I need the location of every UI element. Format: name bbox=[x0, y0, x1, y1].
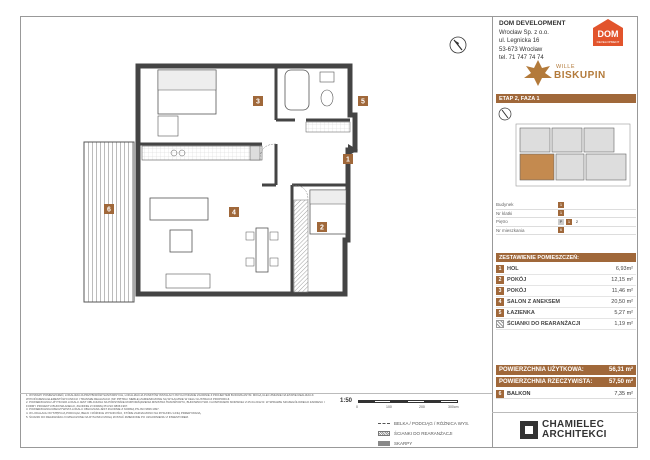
room-number: 1 bbox=[496, 265, 504, 273]
rooms-header: ZESTAWIENIE POMIESZCZEŃ: bbox=[496, 253, 636, 262]
legend-label: BELKA / PODCIĄG / RÓŻNICA WYS. bbox=[394, 420, 470, 426]
balcony-deck bbox=[84, 142, 134, 302]
room-area: 5,27 m² bbox=[614, 310, 633, 316]
north-compass-small-icon bbox=[498, 107, 512, 121]
info-row-klatka bbox=[496, 210, 636, 219]
room-label-6: 6 bbox=[107, 206, 111, 214]
budynek-label: Budynek bbox=[496, 202, 514, 208]
apartment-floor-plan bbox=[80, 60, 440, 380]
architect-logo-icon bbox=[520, 421, 538, 439]
legend-label: SKARPY bbox=[394, 440, 413, 446]
room-label-2: 2 bbox=[320, 224, 324, 232]
room-name: POKÓJ bbox=[507, 288, 527, 294]
usable-area-bar bbox=[496, 365, 636, 375]
klatka-value: 1 bbox=[559, 210, 563, 216]
dom-development-logo bbox=[590, 18, 626, 50]
developer-city: 53-673 Wrocław bbox=[499, 46, 543, 53]
room-number: 2 bbox=[496, 276, 504, 284]
budynek-value: 1 bbox=[559, 201, 563, 207]
scale-bar bbox=[358, 400, 458, 403]
room-area: 11,46 m² bbox=[611, 288, 633, 294]
scale-tick: 100 bbox=[386, 405, 392, 409]
beam-swatch bbox=[378, 423, 390, 424]
pietro-2: 2 bbox=[575, 218, 579, 224]
actual-area-bar bbox=[496, 377, 636, 387]
legend-label: ŚCIANKI DO REARANŻACJI bbox=[394, 430, 453, 436]
room-name: SALON Z ANEKSEM bbox=[507, 299, 560, 305]
north-compass-icon bbox=[449, 36, 467, 54]
scale-label: 1:50 bbox=[340, 398, 353, 404]
note: 3. POWIERZCHNIA RZECZYWISTA LOKALU OBLICZANA JEST ZGODNIE Z NORMĄ PN-ISO 9836:1997. bbox=[26, 407, 160, 412]
usable-area-label: POWIERZCHNIA UŻYTKOWA: bbox=[499, 367, 584, 373]
list-item bbox=[496, 275, 636, 286]
logo-badge-text: DOM bbox=[597, 29, 619, 39]
room-name: ŚCIANKI DO REARANŻACJI bbox=[507, 321, 581, 327]
list-item bbox=[496, 264, 636, 275]
pietro-label: Piętro bbox=[496, 219, 508, 225]
room-label-1: 1 bbox=[346, 156, 350, 164]
pietro-p: P bbox=[559, 218, 563, 224]
list-item bbox=[496, 297, 636, 308]
mieszkanie-label: Nr mieszkania bbox=[496, 227, 525, 233]
scale-tick: 200 bbox=[419, 405, 425, 409]
scale-tick: 0 bbox=[356, 405, 358, 409]
room-area: 6,93m² bbox=[615, 266, 633, 272]
unit-info-table bbox=[496, 201, 636, 235]
room-area: 20,50 m² bbox=[611, 299, 633, 305]
list-item bbox=[496, 319, 636, 330]
developer-street: ul. Legnicka 16 bbox=[499, 38, 540, 44]
info-footer-divider bbox=[492, 412, 638, 413]
plan-notes bbox=[26, 394, 326, 419]
balcony-row bbox=[496, 389, 636, 399]
note: 1. WYMIARY POMIESZCZEŃ, LOKALIZACJA PRZYBORÓW SANITARNYCH, LOKALIZACJA PUNKTÓW INSTALACYJNYCH PODANE ZGODNIE Z PROJEKTEM BUDOWLANYM. MOGĄ ULEC ZMIANIE NA ETAPIE REALIZACJI. WYKOŃCZENIA ELEMENTÓW FUNKCJI I TRANSZE REALIZACJI (NP. PIĘTRA I MEBLE) ZAMIESZCZONE SĄ WYŁĄCZNIE W CELU ILUSTRACJI PROPORCJI. bbox=[26, 393, 315, 401]
room-number: 5 bbox=[496, 309, 504, 317]
stage-header: ETAP 2, FAZA 1 bbox=[496, 94, 636, 103]
room-number: 4 bbox=[496, 298, 504, 306]
info-row-mieszkanie bbox=[496, 227, 636, 236]
room-list bbox=[496, 264, 636, 330]
legend bbox=[378, 418, 469, 448]
note: 2. POWIERZCHNIA UŻYTKOWA LOKALU JEST OBLICZANA NA PODSTAWIE ROZPORZĄDZENIA MINISTRA TRANSPORTU, BUDOWNICTWA I GOSPODARKI MORSKIEJ Z 25.04.2012 R. W SPRAWIE SZCZEGÓŁOWEGO ZAKRESU I FORMY PROJEKTU BUDOWLANEGO, ZGODNIE Z NORMĄ PN-ISO 9836:1997. bbox=[26, 400, 325, 408]
balcony-number: 6 bbox=[496, 390, 504, 398]
room-area: 12,15 m² bbox=[611, 277, 633, 283]
list-item bbox=[496, 286, 636, 297]
developer-name: DOM DEVELOPMENT bbox=[499, 20, 566, 27]
developer-company: Wrocław Sp. z o.o. bbox=[499, 29, 549, 36]
architect-logo bbox=[520, 420, 607, 440]
rearrangement-wall-swatch bbox=[378, 431, 390, 436]
developer-phone: tel. 71 747 74 74 bbox=[499, 55, 544, 61]
balcony-name: BALKON bbox=[507, 390, 531, 397]
legend-item bbox=[378, 438, 469, 448]
room-name: HOL bbox=[507, 266, 519, 272]
pietro-1: 1 bbox=[567, 218, 571, 224]
mieszkanie-value: 6 bbox=[559, 227, 563, 233]
project-name-small: WILLE bbox=[556, 64, 576, 70]
room-area: 1,19 m² bbox=[614, 321, 633, 327]
actual-area-value: 57,50 m² bbox=[608, 379, 633, 385]
legend-item bbox=[378, 418, 469, 428]
room-label-5: 5 bbox=[361, 98, 365, 106]
note: 4. W LOKALACH WYSTĘPUJĄ PODCIĄGI, BELKI I RÓŻNICE WYSOKOŚCI, KTÓRE ZAZNACZONO NA RYSUNKU LINIĄ PRZERYWANĄ. bbox=[26, 410, 202, 415]
info-row-pietro bbox=[496, 218, 636, 227]
legend-item bbox=[378, 428, 469, 438]
note: 5. ŚCIANKI DO REARANŻACJI OZNACZONE NA RYSUNKU MOGĄ ZOSTAĆ ZMIENIONE PO UZGODNIENIU Z INWESTOREM. bbox=[26, 414, 189, 419]
room-name: ŁAZIENKA bbox=[507, 310, 535, 316]
architect-name-line1: CHAMIELEC bbox=[542, 419, 605, 430]
list-item bbox=[496, 308, 636, 319]
architect-name-line2: ARCHITEKCI bbox=[542, 429, 607, 440]
column-divider bbox=[492, 16, 493, 448]
room-name: POKÓJ bbox=[507, 277, 527, 283]
logo-badge-sub: DEVELOPMENT bbox=[596, 40, 620, 44]
balcony-area: 7,35 m² bbox=[614, 390, 633, 397]
slope-swatch bbox=[378, 441, 390, 446]
project-name-big: BISKUPIN bbox=[554, 70, 606, 81]
actual-area-label: POWIERZCHNIA RZECZYWISTA: bbox=[499, 379, 593, 385]
room-label-3: 3 bbox=[256, 98, 260, 106]
rearrangement-swatch bbox=[496, 320, 504, 328]
usable-area-value: 56,31 m² bbox=[608, 367, 633, 373]
info-row-budynek bbox=[496, 201, 636, 210]
scale-tick: 300cm bbox=[448, 405, 459, 409]
building-location-map bbox=[514, 118, 632, 192]
room-number: 3 bbox=[496, 287, 504, 295]
room-label-4: 4 bbox=[232, 209, 236, 217]
klatka-label: Nr klatki bbox=[496, 210, 513, 216]
